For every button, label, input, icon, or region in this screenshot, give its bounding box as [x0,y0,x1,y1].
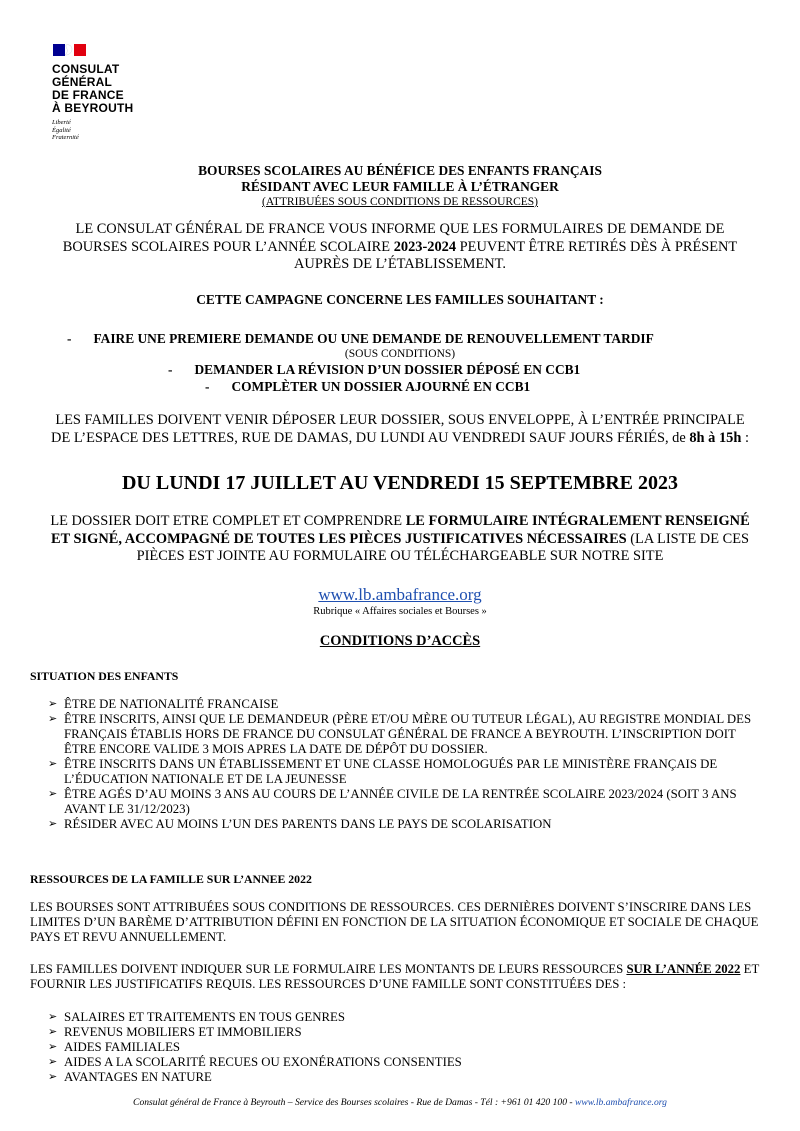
campaign-dates: DU LUNDI 17 JUILLET AU VENDREDI 15 SEPTEMBRE 2023 [121,472,679,494]
list-item: ➢ ÊTRE DE NATIONALITÉ FRANCAISE [48,697,279,711]
marianne-flag-icon [53,44,86,56]
list-item: ➢ AIDES FAMILIALES [48,1040,180,1054]
logo-text: CONSULAT GÉNÉRAL DE FRANCE À BEYROUTH [52,62,134,115]
conditions-title: CONDITIONS D’ACCÈS [319,633,481,649]
footer-website-link[interactable]: www.lb.ambafrance.org [574,1097,667,1108]
arrow-bullet-icon: ➢ [48,1026,58,1038]
resources-paragraph-1: LES BOURSES SONT ATTRIBUÉES SOUS CONDITIONS DE RESSOURCES. CES DERNIÈRES DOIVENT S’INSCRIRE DANS LES LIMITES D’UN BARÈME D’ATTRIBUTION DÉFINI EN FONCTION DE LA SITUATION ÉCONOMIQUE ET SOCIALE DE CHAQUE PAYS ET REVU ANNUELLEMENT. [30,900,759,945]
title-line-1: BOURSES SCOLAIRES AU BÉNÉFICE DES ENFANTS FRANÇAIS [198,163,602,178]
arrow-bullet-icon: ➢ [48,698,58,710]
list-item: ➢ REVENUS MOBILIERS ET IMMOBILIERS [48,1025,302,1039]
arrow-bullet-icon: ➢ [48,788,58,800]
website-link[interactable]: www.lb.ambafrance.org [318,585,482,604]
arrow-bullet-icon: ➢ [48,713,58,725]
list-item: ➢ SALAIRES ET TRAITEMENTS EN TOUS GENRES [48,1010,345,1024]
list-item: ➢ AVANTAGES EN NATURE [48,1070,212,1084]
campaign-item-2: - DEMANDER LA RÉVISION D’UN DOSSIER DÉPOSÉ EN CCB1 [168,362,581,377]
marianne-profile-icon [62,44,74,56]
resources-list [48,1010,770,1085]
deposit-paragraph: LES FAMILLES DOIVENT VENIR DÉPOSER LEUR DOSSIER, SOUS ENVELOPPE, À L’ENTRÉE PRINCIPALE DE L’ESPACE DES LETTRES, RUE DE DAMAS, DU LUNDI AU VENDREDI SAUF JOURS FÉRIÉS, de 8h à 15h : [51,412,749,446]
campaign-item-1-note: (SOUS CONDITIONS) [344,348,456,360]
list-item: ➢ ÊTRE INSCRITS DANS UN ÉTABLISSEMENT ET UNE CLASSE HOMOLOGUÉS PAR LE MINISTÈRE FRANÇAIS DE L’ÉDUCATION NATIONALE ET DE LA JEUNESSE [48,757,718,786]
arrow-bullet-icon: ➢ [48,1011,58,1023]
list-item: ➢ AIDES A LA SCOLARITÉ RECUES OU EXONÉRATIONS CONSENTIES [48,1055,462,1069]
arrow-bullet-icon: ➢ [48,758,58,770]
campaign-item-3: - COMPLÈTER UN DOSSIER AJOURNÉ EN CCB1 [205,379,531,394]
list-item: ➢ ÊTRE AGÉS D’AU MOINS 3 ANS AU COURS DE L’ANNÉE CIVILE DE LA RENTRÉE SCOLAIRE 2023/2024 (SOIT 3 ANS AVANT LE 31/12/2023) [48,787,737,816]
resources-paragraph-2: LES FAMILLES DOIVENT INDIQUER SUR LE FORMULAIRE LES MONTANTS DE LEURS RESSOURCES SUR L’ANNÉE 2022 ET FOURNIR LES JUSTIFICATIFS REQUIS. LES RESSOURCES D’UNE FAMILLE SONT CONSTITUÉES DES : [30,962,760,992]
arrow-bullet-icon: ➢ [48,1071,58,1083]
title-line-2: RÉSIDANT AVEC LEUR FAMILLE À L’ÉTRANGER [241,179,559,194]
intro-paragraph: LE CONSULAT GÉNÉRAL DE FRANCE VOUS INFORME QUE LES FORMULAIRES DE DEMANDE DE BOURSES SCOLAIRES POUR L’ANNÉE SCOLAIRE 2023-2024 PEUVENT ÊTRE RETIRÉS DÈS À PRÉSENT AUPRÈS DE L’ÉTABLISSEMENT. [62,221,738,272]
website-rubric: Rubrique « Affaires sociales et Bourses » [313,606,487,617]
document-title [30,163,770,209]
arrow-bullet-icon: ➢ [48,1056,58,1068]
campaign-heading: CETTE CAMPAGNE CONCERNE LES FAMILLES SOUHAITANT : [196,292,604,307]
republic-motto: Liberté Égalité Fraternité [52,119,79,142]
consulate-logo [52,44,172,142]
arrow-bullet-icon: ➢ [48,818,58,830]
situation-list [48,697,770,832]
situation-heading: SITUATION DES ENFANTS [30,669,179,683]
list-item: ➢ ÊTRE INSCRITS, AINSI QUE LE DEMANDEUR (PÈRE ET/OU MÈRE OU TUTEUR LÉGAL), AU REGISTRE MONDIAL DES FRANÇAIS ÉTABLIS HORS DE FRANCE DU CONSULAT GÉNÉRAL DE FRANCE A BEYROUTH. L’INSCRIPTION DOIT ÊTRE ENCORE VALIDE 3 MOIS APRES LA DATE DE DÉPÔT DU DOSSIER. [48,712,752,756]
dossier-paragraph: LE DOSSIER DOIT ETRE COMPLET ET COMPRENDRE LE FORMULAIRE INTÉGRALEMENT RENSEIGNÉ ET SIGNÉ, ACCOMPAGNÉ DE TOUTES LES PIÈCES JUSTIFICATIVES NÉCESSAIRES (LA LISTE DE CES PIÈCES EST JOINTE AU FORMULAIRE OU TÉLÉCHARGEABLE SUR NOTRE SITE [50,513,750,564]
list-item: ➢ RÉSIDER AVEC AU MOINS L’UN DES PARENTS DANS LE PAYS DE SCOLARISATION [48,817,552,831]
resources-year: SUR L’ANNÉE 2022 [626,962,741,976]
arrow-bullet-icon: ➢ [48,1041,58,1053]
title-subtitle: (ATTRIBUÉES SOUS CONDITIONS DE RESSOURCES) [261,196,539,208]
page-footer: Consulat général de France à Beyrouth – Service des Bourses scolaires - Rue de Damas - Tél : +961 01 420 100 - www.lb.ambafrance.org [133,1097,667,1108]
campaign-item-1: - FAIRE UNE PREMIERE DEMANDE OU UNE DEMANDE DE RENOUVELLEMENT TARDIF [67,331,654,346]
resources-heading: RESSOURCES DE LA FAMILLE SUR L’ANNEE 2022 [30,872,312,886]
opening-hours: 8h à 15h [689,429,742,446]
school-year: 2023-2024 [393,238,457,255]
website-block [30,585,770,618]
